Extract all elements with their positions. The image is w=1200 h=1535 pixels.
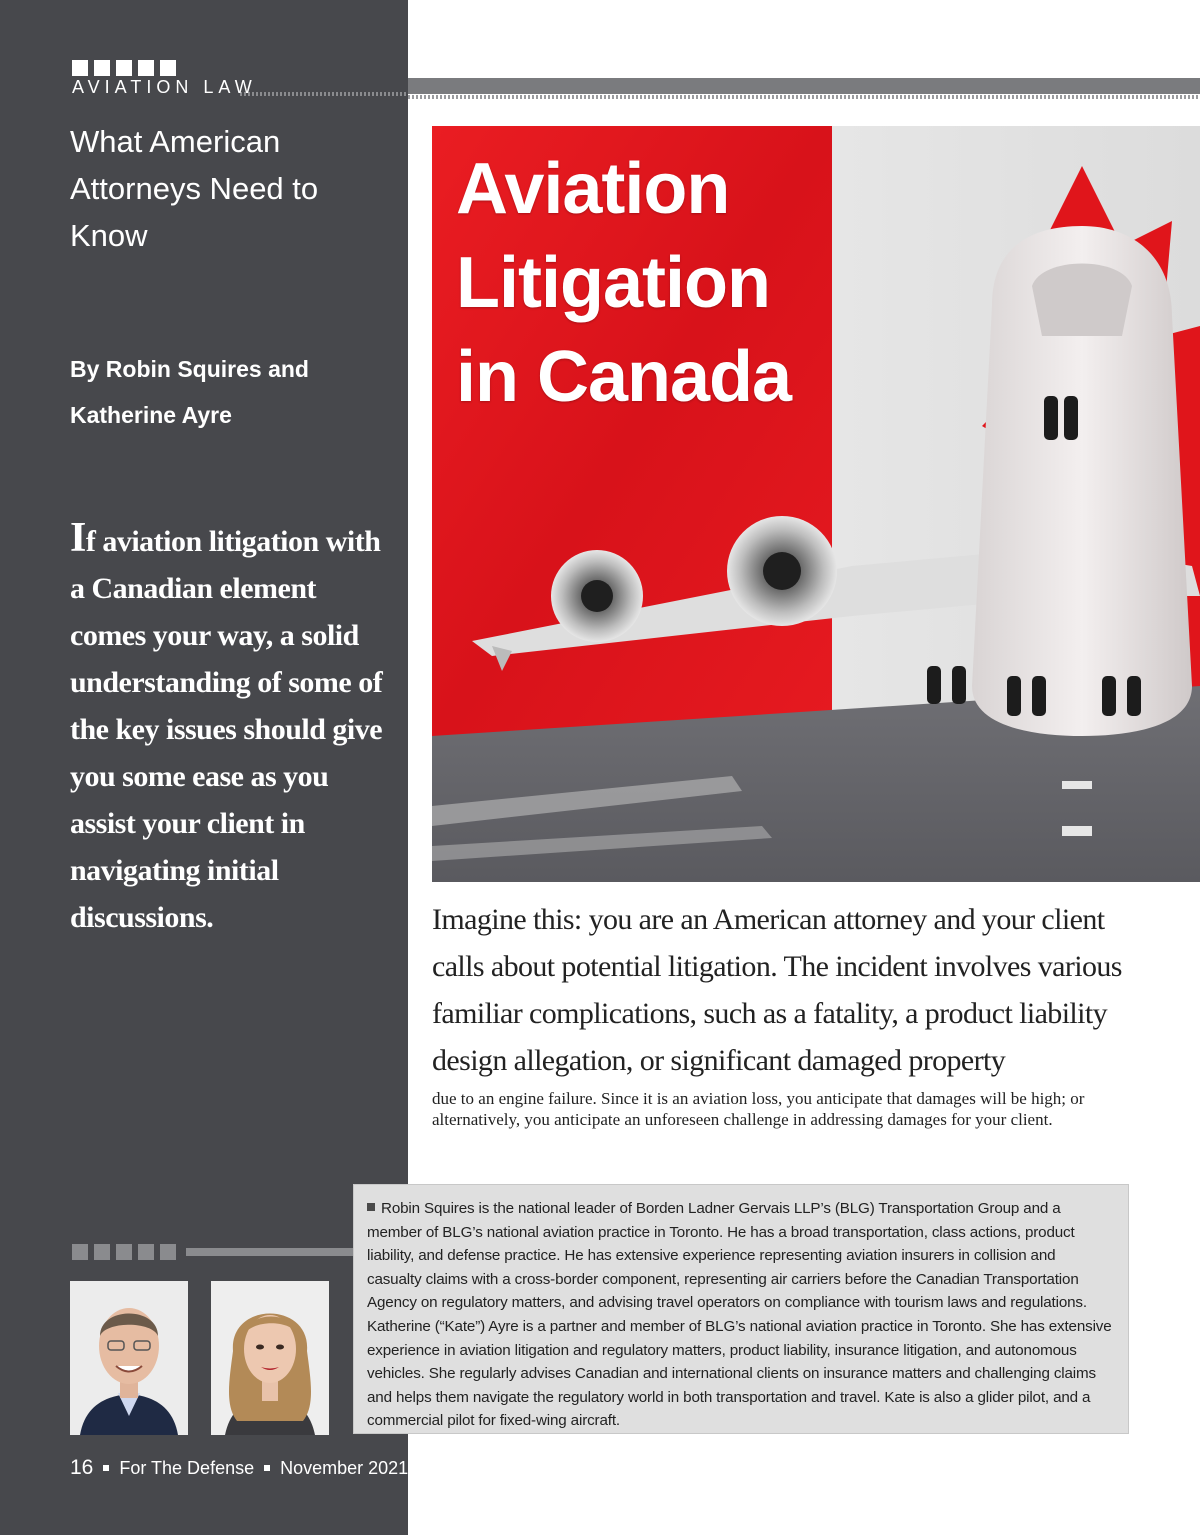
hero-title-line-2: Litigation [456,243,770,323]
publication-name: For The Defense [119,1457,255,1478]
bullet-square-icon [367,1203,375,1211]
article-subtitle: What American Attorneys Need to Know [70,124,319,253]
page-footer [70,1456,408,1480]
bio-squares [72,1244,176,1260]
footer-separator-icon [264,1465,270,1471]
section-label: AVIATION LAW [72,77,257,97]
hero-title-line-1: Aviation [456,149,730,229]
page-number: 16 [70,1456,94,1479]
hero-title [456,142,876,424]
article-lead: Imagine this: you are an American attorney and your client calls about potential litigation. The incident involves various familiar complications, such as a fatality, a product liability design allegation, or significant damaged property [432,903,1122,1077]
author-photo-robin-squires [70,1281,188,1435]
sidebar-rule-dots [240,92,408,96]
footer-separator-icon [103,1465,109,1471]
author-bio-box [353,1184,1129,1434]
header-rule [408,78,1200,94]
pullquote-text: f aviation litigation with a Canadian element comes your way, a solid understanding of some of the key issues should give you some ease as you assist your client in navigating initial discussions. [70,525,383,934]
bio-rule [186,1248,354,1256]
author-bio-text: Robin Squires is the national leader of Borden Ladner Gervais LLP’s (BLG) Transportation Group and a member of BLG’s national aviation practice in Toronto. He has a broad transportation, class actions, product liability, and defense practice. He has extensive experience representing aviation insurers in collision and casualty claims with a cross-border component, representing air carriers before the Canadian Transportation Agency on regulatory matters, and advising travel operators on compliance with tourism laws and regulations. Katherine (“Kate”) Ayre is a partner and member of BLG’s national aviation practice in Toronto. She has extensive experience in aviation litigation and regulatory matters, product liability, insurance litigation, and autonomous vehicles. She regularly advises Canadian and international clients on insurance matters and challenging claims and helps them navigate the regulatory world in both transportation and travel. Kate is also a glider pilot, and a commercial pilot for fixed-wing aircraft. [367,1200,1112,1430]
pullquote-dropcap: I [70,515,86,561]
author-photo-katherine-ayre [211,1281,329,1435]
section-squares [72,60,176,76]
pullquote [70,515,390,941]
byline-line-2: Katherine Ayre [70,402,232,428]
header-rule-dots [408,95,1200,99]
author-portrait-1 [70,1281,188,1435]
byline-line-1: By Robin Squires and [70,356,309,382]
hero-title-line-3: in Canada [456,337,792,417]
article-body: due to an engine failure. Since it is an aviation loss, you anticipate that damages will be high; or alternatively, you anticipate an unforeseen challenge in addressing damages for your client. [432,1089,1085,1129]
issue-date: November 2021 [280,1457,409,1478]
byline [70,346,390,438]
author-portrait-2 [211,1281,329,1435]
